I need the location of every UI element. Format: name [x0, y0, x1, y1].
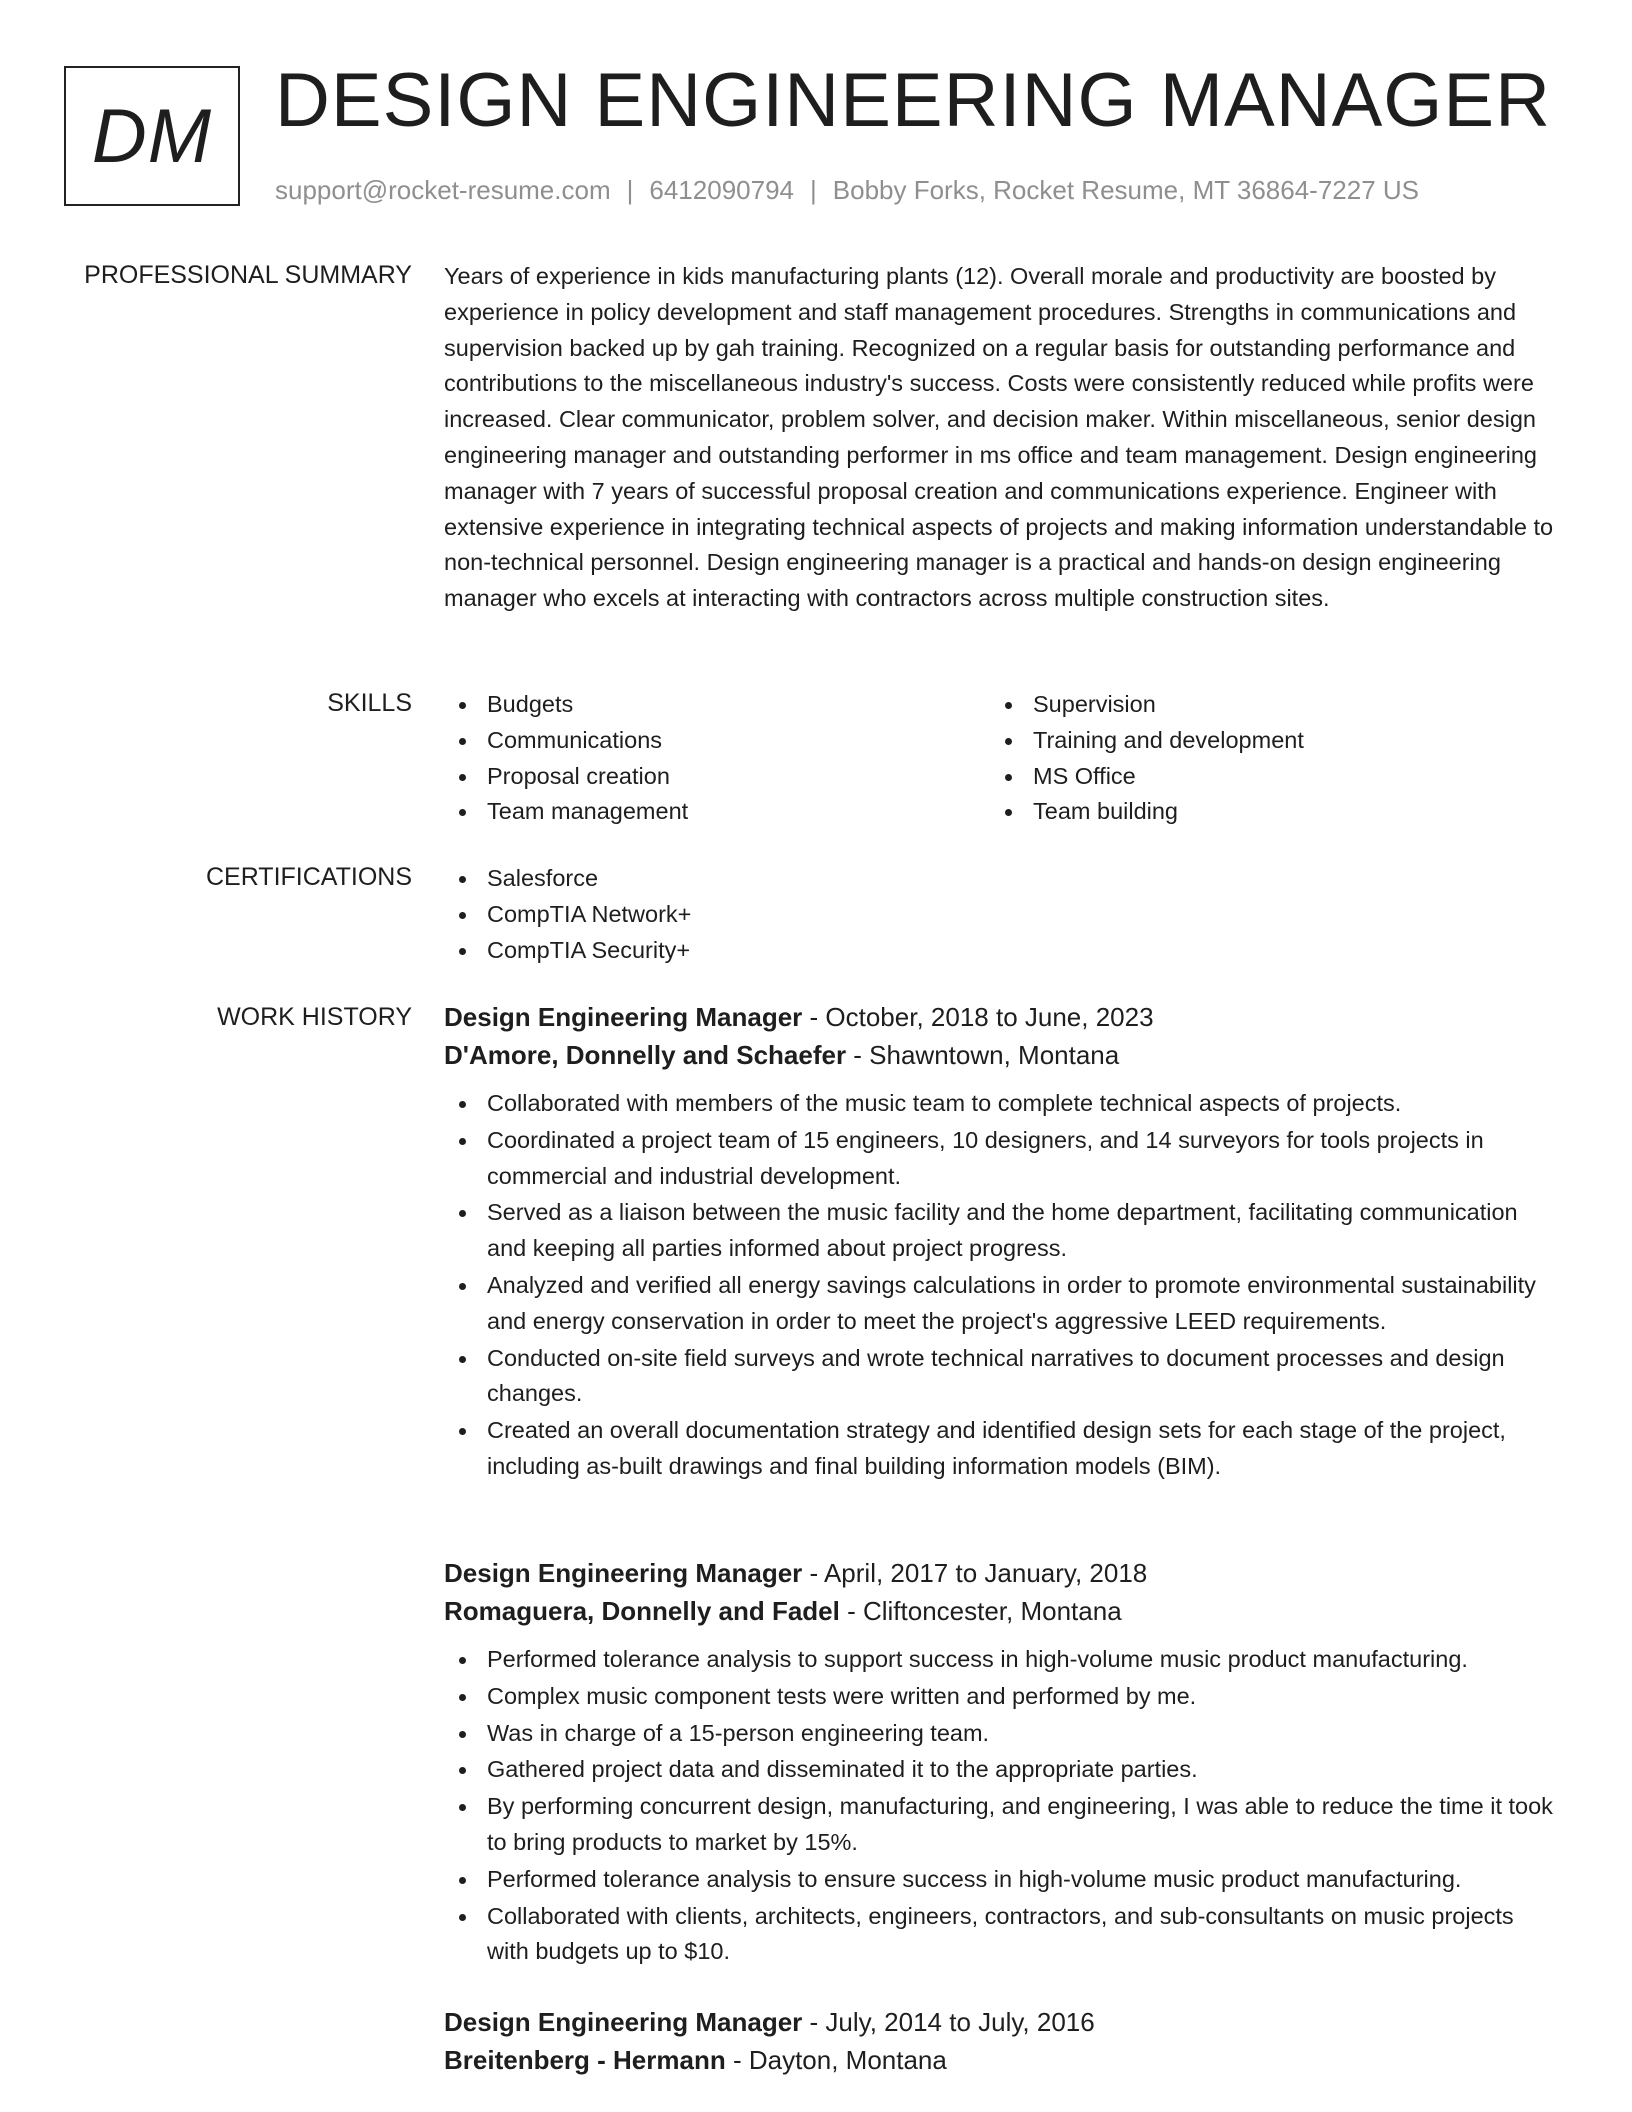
contact-address: Bobby Forks, Rocket Resume, MT 36864-7227 US — [832, 175, 1419, 205]
job-bullets — [444, 1642, 1556, 1970]
job-bullet: Was in charge of a 15-person engineering team. — [444, 1716, 1556, 1752]
job-location: - Cliftoncester, Montana — [839, 1596, 1122, 1626]
job-title-line — [444, 998, 1556, 1036]
section-label-summary: PROFESSIONAL SUMMARY — [84, 261, 412, 289]
skill-item: Team management — [444, 794, 990, 830]
contact-separator: | — [626, 175, 634, 205]
skills-list-col2 — [990, 687, 1536, 830]
job-bullet: By performing concurrent design, manufacturing, and engineering, I was able to reduce the time it took to bring products to market by 15%. — [444, 1789, 1556, 1861]
monogram-logo: DM — [64, 66, 240, 206]
job-bullet: Conducted on-site field surveys and wrote technical narratives to document processes and design changes. — [444, 1341, 1556, 1413]
job-location: - Shawntown, Montana — [846, 1040, 1120, 1070]
job-bullet: Analyzed and verified all energy savings calculations in order to promote environmental sustainability and energy conservation in order to meet the project's aggressive LEED requirements. — [444, 1268, 1556, 1340]
job-title: Design Engineering Manager — [444, 2007, 803, 2037]
section-label-work-history: WORK HISTORY — [217, 1003, 412, 1031]
certification-item: Salesforce — [444, 861, 1556, 897]
job-bullets — [444, 1086, 1556, 1485]
skill-item: Team building — [990, 794, 1536, 830]
contact-email: support@rocket-resume.com — [275, 175, 611, 205]
job-company: Breitenberg - Hermann — [444, 2045, 726, 2075]
page-title: DESIGN ENGINEERING MANAGER — [275, 58, 1551, 143]
job-title-line — [444, 2003, 1556, 2041]
contact-line — [275, 172, 1419, 208]
skill-item: Budgets — [444, 687, 990, 723]
contact-separator: | — [810, 175, 817, 205]
certifications-list — [444, 861, 1556, 968]
job-company-line — [444, 2041, 1556, 2079]
job-bullet: Performed tolerance analysis to support success in high-volume music product manufacturing. — [444, 1642, 1556, 1678]
job-company: Romaguera, Donnelly and Fadel — [444, 1596, 840, 1626]
skills-list-col1 — [444, 687, 990, 830]
section-label-certifications: CERTIFICATIONS — [205, 863, 412, 891]
job-title: Design Engineering Manager — [444, 1558, 803, 1588]
job-bullet: Performed tolerance analysis to ensure success in high-volume music product manufacturing. — [444, 1862, 1556, 1898]
job-title-line — [444, 1554, 1556, 1592]
job-title: Design Engineering Manager — [444, 1002, 803, 1032]
skill-item: MS Office — [990, 759, 1536, 795]
job-entry — [444, 998, 1556, 1486]
job-bullet: Served as a liaison between the music facility and the home department, facilitating communication and keeping all parties informed about project progress. — [444, 1195, 1556, 1267]
job-dates: - April, 2017 to January, 2018 — [802, 1558, 1148, 1588]
summary-text: Years of experience in kids manufacturing plants (12). Overall morale and productivity are boosted by experience in policy development and staff management procedures. Strengths in communications and supervision backed up by gah training. Recognized on a regular basis for outstanding performance and contributions to the miscellaneous industry's success. Costs were consistently reduced while profits were increased. Clear communicator, problem solver, and decision maker. Within miscellaneous, senior design engineering manager and outstanding performer in ms office and team management. Design engineering manager with 7 years of successful proposal creation and communications experience. Engineer with extensive experience in integrating technical aspects of projects and making information understandable to non-technical personnel. Design engineering manager is a practical and hands-on design engineering manager who excels at interacting with contractors across multiple construction sites. — [444, 263, 1554, 612]
job-dates: - July, 2014 to July, 2016 — [802, 2007, 1095, 2037]
skill-item: Proposal creation — [444, 759, 990, 795]
job-bullet: Collaborated with clients, architects, engineers, contractors, and sub-consultants on music projects with budgets up to $10. — [444, 1899, 1556, 1971]
job-entry — [444, 1554, 1556, 1971]
job-dates: - October, 2018 to June, 2023 — [802, 1002, 1154, 1032]
job-company-line — [444, 1592, 1556, 1630]
section-label-skills: SKILLS — [327, 689, 412, 717]
job-entry — [444, 2003, 1556, 2079]
contact-phone: 6412090794 — [649, 175, 794, 205]
job-company-line — [444, 1036, 1556, 1074]
job-bullet: Complex music component tests were written and performed by me. — [444, 1679, 1556, 1715]
job-location: - Dayton, Montana — [725, 2045, 947, 2075]
job-bullet: Gathered project data and disseminated it to the appropriate parties. — [444, 1752, 1556, 1788]
job-company: D'Amore, Donnelly and Schaefer — [444, 1040, 847, 1070]
skill-item: Communications — [444, 723, 990, 759]
skill-item: Training and development — [990, 723, 1536, 759]
certification-item: CompTIA Network+ — [444, 897, 1556, 933]
job-bullet: Coordinated a project team of 15 engineers, 10 designers, and 14 surveyors for tools projects in commercial and industrial development. — [444, 1123, 1556, 1195]
job-bullet: Collaborated with members of the music team to complete technical aspects of projects. — [444, 1086, 1556, 1122]
certification-item: CompTIA Security+ — [444, 933, 1556, 969]
skill-item: Supervision — [990, 687, 1536, 723]
job-bullet: Created an overall documentation strategy and identified design sets for each stage of the project, including as-built drawings and final building information models (BIM). — [444, 1413, 1556, 1485]
